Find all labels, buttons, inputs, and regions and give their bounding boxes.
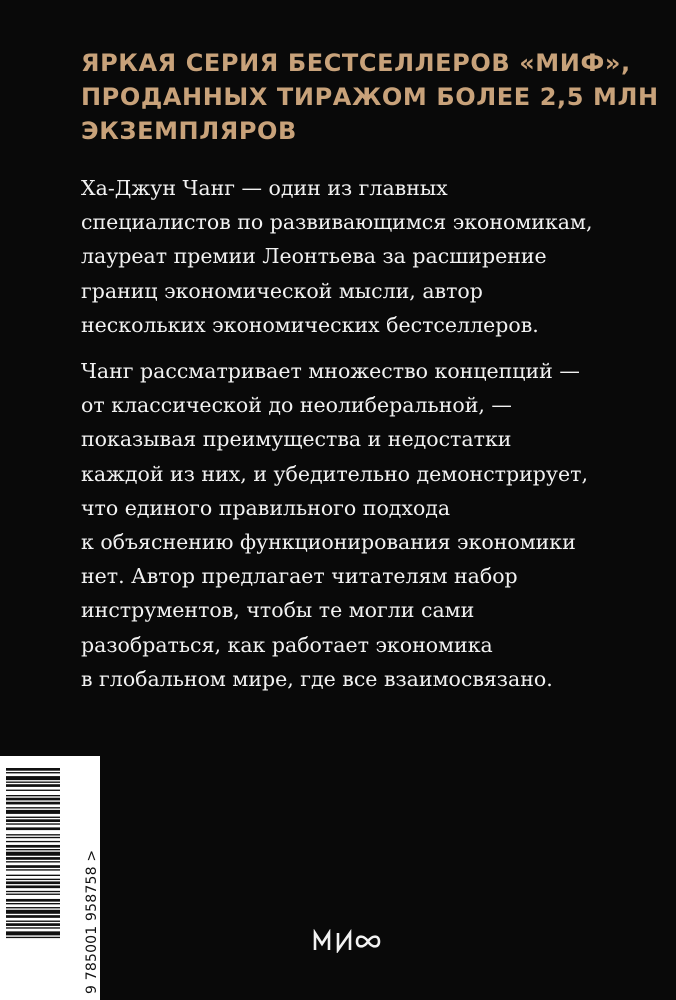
isbn-barcode (0, 756, 100, 1000)
text-line: показывая преимущества и недостатки (81, 427, 512, 452)
headline-line: ЯРКАЯ СЕРИЯ БЕСТСЕЛЛЕРОВ «МИФ», (81, 49, 631, 77)
barcode-bar (6, 823, 60, 824)
barcode-bar (6, 807, 60, 808)
barcode-bar (6, 881, 60, 884)
text-line: что единого правильного подхода (81, 495, 451, 520)
barcode-bar (6, 776, 60, 780)
barcode-bar (6, 937, 60, 938)
barcode-bar (6, 817, 60, 818)
barcode-bar (6, 923, 60, 926)
barcode-bar (6, 834, 60, 835)
text-line: Ха-Джун Чанг — один из главных (81, 176, 448, 200)
barcode-bar (6, 869, 60, 870)
text-line: Чанг рассматривает множество концепций — (81, 359, 580, 383)
text-line: инструментов, чтобы те могли сами (81, 598, 475, 623)
barcode-bar (6, 861, 60, 862)
barcode-bar (6, 857, 60, 860)
headline-line: ПРОДАННЫХ ТИРАЖОМ БОЛЕЕ 2,5 МЛН (81, 83, 659, 111)
book-description-paragraph (81, 354, 661, 696)
text-line: каждой из них, и убедительно демонстрирует, (81, 461, 588, 486)
barcode-bar (6, 819, 60, 822)
barcode-bar (6, 852, 60, 856)
barcode-bar (6, 849, 60, 850)
barcode-bar (6, 899, 60, 902)
barcode-bar (6, 931, 60, 935)
text-line: нет. Автор предлагает читателям набор (81, 564, 518, 589)
barcode-bar (6, 784, 60, 787)
barcode-bar (6, 891, 60, 892)
text-line: лауреат премии Леонтьева за расширение (81, 244, 547, 269)
barcode-bar (6, 865, 60, 868)
barcode-bar (6, 790, 60, 791)
barcode-bar (6, 772, 60, 773)
barcode-bar (6, 802, 60, 805)
mif-logo-icon (312, 929, 394, 953)
barcode-bar (6, 795, 60, 796)
text-line: от классической до неолиберальной, — (81, 393, 512, 418)
barcode-bar (6, 827, 60, 830)
barcode-bar (6, 910, 60, 914)
barcode-bar (6, 915, 60, 918)
headline-line: ЭКЗЕМПЛЯРОВ (81, 117, 297, 145)
barcode-bar (6, 768, 60, 771)
barcode-bar (6, 927, 60, 928)
barcode-bar (6, 903, 60, 904)
barcode-bar (6, 798, 60, 801)
author-description-paragraph (81, 171, 661, 342)
barcode-bar (6, 875, 60, 876)
isbn-digits-text: 9 785001 958758 > (84, 849, 100, 994)
barcode-bar (6, 885, 60, 888)
series-headline (81, 46, 659, 148)
barcode-bar (6, 841, 60, 842)
barcode-bar (6, 907, 60, 908)
text-line: специалистов по развивающимся экономикам, (81, 210, 593, 235)
text-line: к объяснению функционирования экономики (81, 530, 576, 555)
text-line: в глобальном мире, где все взаимосвязано. (81, 666, 553, 691)
barcode-bar (6, 782, 60, 783)
barcode-bar (6, 879, 60, 880)
barcode-bar (6, 894, 60, 895)
text-line: нескольких экономических бестселлеров. (81, 312, 539, 337)
barcode-bar (6, 845, 60, 848)
barcode-bar (6, 837, 60, 838)
text-line: границ экономической мысли, автор (81, 278, 483, 303)
text-line: разобраться, как работает экономика (81, 632, 493, 657)
isbn-number (62, 762, 100, 994)
publisher-logo (312, 929, 394, 953)
barcode-bar (6, 810, 60, 814)
barcode-bar (6, 921, 60, 922)
